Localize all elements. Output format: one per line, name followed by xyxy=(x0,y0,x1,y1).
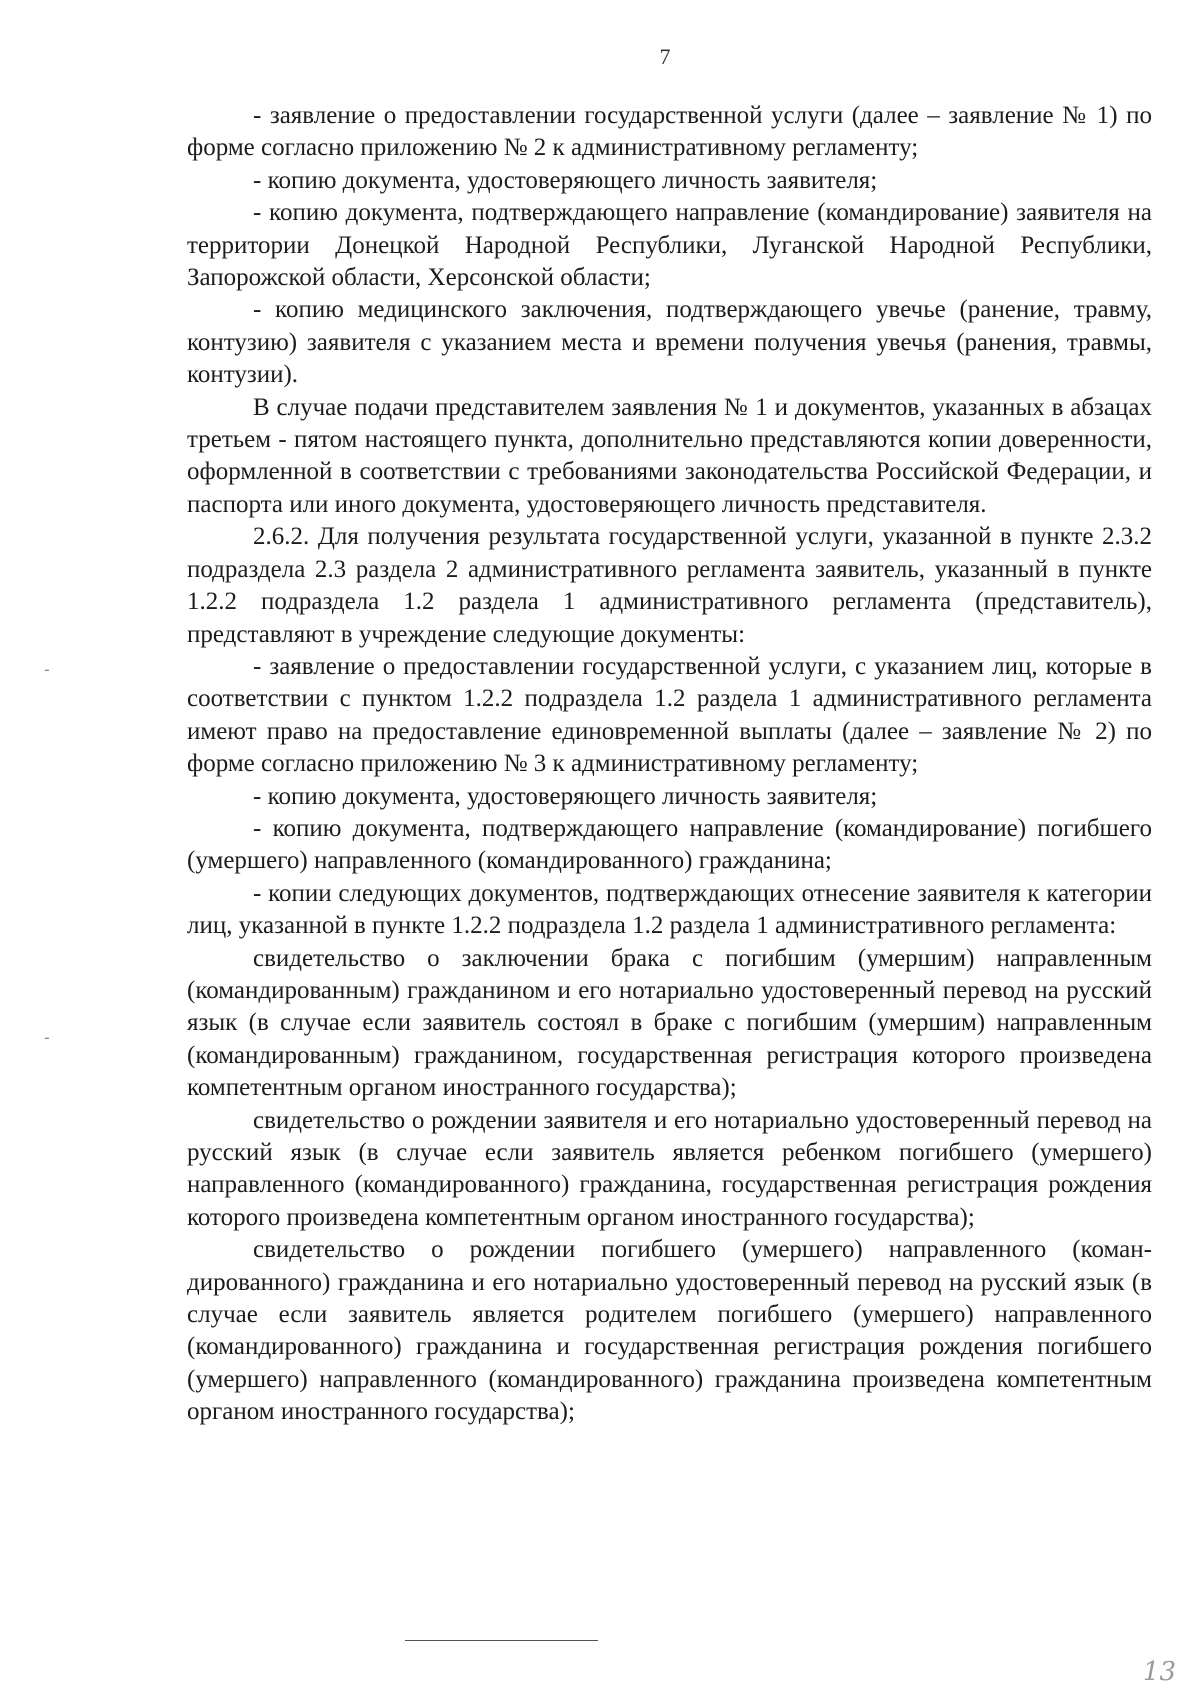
paragraph-birth-certificate-applicant: свидетельство о рождении заявителя и его нотариально удостоверенный перевод на русский язык (в случае если заявитель является ребенком погибшего (умершего) направленного (командированного) гражданина, государственная регистрация рождения которого произведена компетентным органом иностранного государства); xyxy=(187,1106,1152,1231)
paragraph-assignment-copy: - копию документа, подтверждающего направление (командирование) заявителя на территории Донецкой Народной Республики, Луганской Народной Республики, Запорожской области, Херсонской области; xyxy=(187,199,1152,292)
paragraph-birth-certificate-deceased: свидетельство о рождении погибшего (умершего) направленного (командированного) гражданина и его нотариально удостоверенный перевод на русский язык (в случае если заявитель является родителем погибшего (умершего) направленного (командированного) гражданина и государственная регистрация рождения погибшего (умершего) направленного (командированного) гражданина произведена компетентным органом иностранного государства); xyxy=(187,1236,1152,1426)
margin-scan-mark: ‐ xyxy=(44,1028,50,1047)
paragraph-application-1: - заявление о предоставлении государственной услуги (далее – заявление № 1) по форме согласно приложению № 2 к административному регламенту; xyxy=(187,102,1152,162)
paragraph-medical-report: - копию медицинского заключения, подтверждающего увечье (ранение, травму, контузию) заявителя с указанием места и времени получения увечья (ранения, травмы, контузии). xyxy=(187,296,1152,389)
document-body xyxy=(187,100,1152,1429)
paragraph-application-2: - заявление о предоставлении государственной услуги, с указанием лиц, которые в соответствии с пунктом 1.2.2 подраздела 1.2 раздела 1 административного регламента имеют право на предоставление единовременной выплаты (далее – заявление № 2) по форме согласно приложению № 3 к административному регламенту; xyxy=(187,652,1152,778)
paragraph-category-documents: - копии следующих документов, подтверждающих отнесение заявителя к категории лиц, указанной в пункте 1.2.2 подраздела 1.2 раздела 1 административного регламента: xyxy=(187,879,1152,940)
paragraph-section-2-6-2: 2.6.2. Для получения результата государственной услуги, указанной в пункте 2.3.2 подраздела 2.3 раздела 2 административного регламента заявитель, указанный в пункте 1.2.2 подраздела 1.2 раздела 1 административного регламента (представитель), представляют в учреждение следующие документы: xyxy=(187,523,1152,648)
paragraph-identity-copy: - копию документа, удостоверяющего личность заявителя; xyxy=(253,166,878,194)
paragraph-deceased-assignment: - копию документа, подтверждающего направление (командирование) погибшего (умершего) направленного (командированного) гражданина; xyxy=(187,814,1152,875)
margin-scan-mark: ‐ xyxy=(44,660,50,679)
paragraph-representative: В случае подачи представителем заявления № 1 и документов, указанных в абзацах третьем - пятом настоящего пункта, дополнительно представляются копии доверенности, оформленной в соответствии с требованиями законодательства Российской Федерации, и паспорта или иного документа, удостоверяющего личность представителя. xyxy=(187,393,1152,518)
page-number: 7 xyxy=(659,44,671,69)
pencil-underline-mark xyxy=(405,1640,598,1641)
paragraph-identity-copy-2: - копию документа, удостоверяющего личность заявителя; xyxy=(253,782,878,810)
paragraph-marriage-certificate: свидетельство о заключении брака с погибшим (умершим) направленным (командированным) гражданином и его нотариально удостоверенный перевод на русский язык (в случае если заявитель состоял в браке с погибшим (умершим) направленным (командированным) гражданином, государственная регистрация которого произведена компетентным органом иностранного государства); xyxy=(187,944,1152,1102)
handwritten-page-number: 13 xyxy=(1142,1657,1176,1687)
